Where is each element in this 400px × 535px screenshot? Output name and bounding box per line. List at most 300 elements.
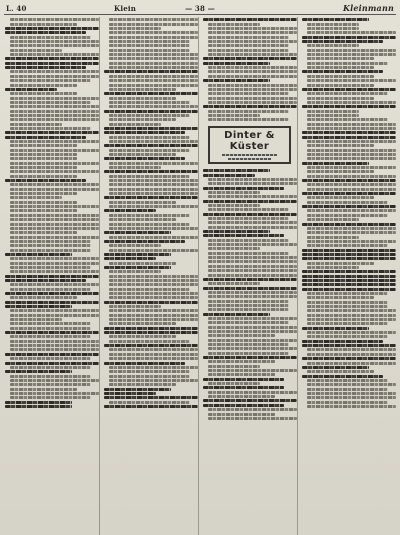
entry-line xyxy=(208,23,260,26)
entry-line xyxy=(10,192,77,195)
entry-line xyxy=(307,318,396,321)
entry-line xyxy=(10,240,91,243)
entry-line xyxy=(208,252,289,255)
entry-line xyxy=(109,153,176,156)
entry-line xyxy=(302,275,396,278)
entry-line xyxy=(10,70,99,73)
entry-line xyxy=(10,344,99,347)
entry-line xyxy=(10,110,99,113)
entry-line xyxy=(203,386,284,389)
entry-line xyxy=(10,340,99,343)
entry-line xyxy=(307,383,396,386)
entry-line xyxy=(208,369,297,372)
entry-line xyxy=(307,166,396,169)
entry-line xyxy=(208,110,289,113)
entry-line xyxy=(10,23,77,26)
entry-line xyxy=(307,53,396,56)
catchword-left: Klein xyxy=(114,3,136,13)
entry-line xyxy=(104,301,198,304)
entry-line xyxy=(307,236,359,239)
entry-line xyxy=(109,140,198,143)
entry-line xyxy=(307,170,374,173)
entry-line xyxy=(10,97,99,100)
entry-line xyxy=(109,236,198,239)
entry-line xyxy=(10,105,99,108)
entry-line xyxy=(307,114,359,117)
entry-line xyxy=(109,105,198,108)
entry-line xyxy=(208,339,297,342)
entry-line xyxy=(10,335,91,338)
entry-line xyxy=(307,101,396,104)
entry-line xyxy=(109,214,190,217)
entry-line xyxy=(307,388,388,391)
entry-line xyxy=(104,127,198,130)
entry-line xyxy=(109,370,190,373)
entry-line xyxy=(208,300,289,303)
entry-line xyxy=(208,191,260,194)
entry-line xyxy=(208,295,297,298)
entry-line xyxy=(10,392,99,395)
entry-line xyxy=(307,335,388,338)
entry-line xyxy=(307,149,396,152)
entry-line xyxy=(203,174,255,177)
directory-columns xyxy=(4,17,396,535)
entry-line xyxy=(302,40,383,43)
entry-line xyxy=(10,283,99,286)
entry-line xyxy=(10,144,77,147)
page-code: L. 40 xyxy=(6,3,27,13)
entry-line xyxy=(10,166,77,169)
entry-line xyxy=(208,114,260,117)
entry-line xyxy=(5,27,99,30)
column-2 xyxy=(103,17,199,535)
entry-line xyxy=(302,279,396,282)
entry-line xyxy=(307,405,396,408)
entry-line xyxy=(109,62,198,65)
entry-line xyxy=(10,309,99,312)
entry-line xyxy=(307,110,359,113)
entry-line xyxy=(302,36,396,39)
entry-line xyxy=(307,231,396,234)
entry-line xyxy=(10,49,62,52)
entry-line xyxy=(109,114,190,117)
entry-line xyxy=(5,292,99,295)
entry-line xyxy=(5,253,72,256)
entry-line xyxy=(307,183,396,186)
entry-line xyxy=(109,283,198,286)
entry-line xyxy=(203,356,297,359)
entry-line xyxy=(208,269,297,272)
entry-line xyxy=(208,308,289,311)
entry-line xyxy=(109,136,190,139)
entry-line xyxy=(307,92,388,95)
entry-line xyxy=(208,413,275,416)
entry-line xyxy=(5,31,86,34)
entry-line xyxy=(203,230,270,233)
entry-line xyxy=(208,84,297,87)
entry-line xyxy=(104,70,198,73)
entry-line xyxy=(307,23,359,26)
entry-line xyxy=(208,40,297,43)
entry-line xyxy=(307,79,396,82)
entry-line xyxy=(307,97,374,100)
entry-line xyxy=(307,44,359,47)
entry-line xyxy=(208,395,275,398)
entry-line xyxy=(208,221,297,224)
entry-line xyxy=(302,357,396,360)
entry-line xyxy=(208,49,289,52)
entry-line xyxy=(10,79,91,82)
entry-line xyxy=(109,36,198,39)
entry-line xyxy=(104,157,185,160)
entry-line xyxy=(109,84,198,87)
entry-line xyxy=(109,309,198,312)
entry-line xyxy=(203,234,284,237)
entry-line xyxy=(109,275,198,278)
entry-line xyxy=(109,366,198,369)
entry-line xyxy=(109,401,190,404)
entry-line xyxy=(109,201,176,204)
page-number: — 38 — xyxy=(185,3,215,13)
entry-line xyxy=(208,360,275,363)
entry-line xyxy=(307,266,359,269)
entry-line xyxy=(208,265,297,268)
entry-line xyxy=(10,270,99,273)
entry-line xyxy=(10,153,77,156)
entry-line xyxy=(109,88,176,91)
entry-line xyxy=(109,118,176,121)
entry-line xyxy=(302,18,369,21)
entry-line xyxy=(109,18,198,21)
entry-line xyxy=(203,62,270,65)
entry-line xyxy=(10,383,91,386)
entry-line xyxy=(302,223,396,226)
entry-line xyxy=(208,256,297,259)
entry-line xyxy=(10,262,99,265)
entry-line xyxy=(109,66,198,69)
entry-line xyxy=(302,105,396,108)
entry-line xyxy=(10,162,99,165)
entry-line xyxy=(203,200,297,203)
entry-line xyxy=(104,396,198,399)
entry-line xyxy=(10,40,99,43)
entry-line xyxy=(10,36,91,39)
entry-line xyxy=(10,75,99,78)
entry-line xyxy=(10,123,62,126)
entry-line xyxy=(10,318,62,321)
entry-line xyxy=(5,401,72,404)
entry-line xyxy=(302,257,396,260)
entry-line xyxy=(208,53,297,56)
entry-line xyxy=(203,287,297,290)
entry-line xyxy=(109,53,198,56)
entry-line xyxy=(302,288,396,291)
entry-line xyxy=(109,383,176,386)
entry-line xyxy=(208,204,260,207)
entry-line xyxy=(307,118,388,121)
entry-line xyxy=(104,388,171,391)
entry-line xyxy=(109,40,190,43)
entry-line xyxy=(10,188,99,191)
entry-line xyxy=(109,375,190,378)
entry-line xyxy=(307,75,374,78)
entry-line xyxy=(10,322,91,325)
entry-line xyxy=(5,136,86,139)
entry-line xyxy=(109,314,198,317)
entry-line xyxy=(302,344,396,347)
entry-line xyxy=(109,322,176,325)
column-1 xyxy=(4,17,100,535)
entry-line xyxy=(307,175,396,178)
entry-line xyxy=(5,301,99,304)
entry-line xyxy=(104,196,198,199)
catchword-right: Kleinmann xyxy=(342,3,394,13)
entry-line xyxy=(208,101,297,104)
entry-line xyxy=(10,18,99,21)
entry-line xyxy=(203,169,270,172)
entry-line xyxy=(104,144,198,147)
entry-line xyxy=(104,131,185,134)
entry-line xyxy=(302,179,396,182)
entry-line xyxy=(109,279,198,282)
entry-line xyxy=(10,44,99,47)
entry-line xyxy=(109,218,176,221)
advertisement-subline xyxy=(228,158,271,160)
entry-line xyxy=(10,170,99,173)
entry-line xyxy=(307,401,388,404)
entry-line xyxy=(10,118,99,121)
entry-line xyxy=(10,53,99,56)
advertisement-subline xyxy=(222,154,277,156)
entry-line xyxy=(109,166,161,169)
entry-line xyxy=(208,182,297,185)
entry-line xyxy=(10,236,99,239)
entry-line xyxy=(10,388,77,391)
entry-line xyxy=(208,282,260,285)
entry-line xyxy=(302,136,396,139)
entry-line xyxy=(302,88,396,91)
entry-line xyxy=(302,283,396,286)
entry-line xyxy=(109,57,198,60)
entry-line xyxy=(10,209,77,212)
entry-line xyxy=(109,262,176,265)
entry-line xyxy=(302,205,396,208)
entry-line xyxy=(302,327,369,330)
entry-line xyxy=(307,322,388,325)
entry-line xyxy=(203,378,284,381)
entry-line xyxy=(10,366,91,369)
entry-line xyxy=(307,353,396,356)
entry-line xyxy=(302,253,396,256)
entry-line xyxy=(10,327,91,330)
entry-line xyxy=(208,75,297,78)
entry-line xyxy=(208,291,297,294)
entry-line xyxy=(104,92,198,95)
entry-line xyxy=(208,36,289,39)
entry-line xyxy=(307,84,374,87)
entry-line xyxy=(109,44,190,47)
entry-line xyxy=(302,131,396,134)
entry-line xyxy=(109,335,176,338)
entry-line xyxy=(307,27,359,30)
entry-line xyxy=(203,213,297,216)
entry-line xyxy=(208,417,297,420)
entry-line xyxy=(208,217,289,220)
entry-line xyxy=(109,270,161,273)
entry-line xyxy=(5,131,99,134)
entry-line xyxy=(104,209,156,212)
entry-line xyxy=(307,127,396,130)
entry-line xyxy=(10,114,99,117)
entry-line xyxy=(5,57,99,60)
entry-line xyxy=(208,382,260,385)
entry-line xyxy=(307,244,388,247)
entry-line xyxy=(307,188,396,191)
entry-line xyxy=(10,127,91,130)
entry-line xyxy=(109,227,198,230)
entry-line xyxy=(109,348,198,351)
entry-line xyxy=(307,153,396,156)
entry-line xyxy=(10,379,99,382)
entry-line xyxy=(208,44,289,47)
entry-line xyxy=(203,79,270,82)
entry-line xyxy=(104,344,198,347)
entry-line xyxy=(208,317,297,320)
entry-line xyxy=(5,305,72,308)
entry-line xyxy=(104,331,198,334)
entry-line xyxy=(5,88,57,91)
entry-line xyxy=(203,105,297,108)
entry-line xyxy=(307,309,396,312)
entry-line xyxy=(307,301,388,304)
entry-line xyxy=(307,314,396,317)
entry-line xyxy=(307,292,388,295)
entry-line xyxy=(109,31,198,34)
entry-line xyxy=(307,227,396,230)
entry-line xyxy=(10,266,91,269)
entry-line xyxy=(109,101,190,104)
entry-line xyxy=(208,365,260,368)
entry-line xyxy=(10,214,99,217)
entry-line xyxy=(10,375,91,378)
entry-line xyxy=(208,347,297,350)
entry-line xyxy=(208,66,297,69)
entry-line xyxy=(307,305,388,308)
entry-line xyxy=(109,149,190,152)
entry-line xyxy=(109,188,198,191)
entry-line xyxy=(104,327,198,330)
entry-line xyxy=(5,66,86,69)
entry-line xyxy=(10,149,99,152)
entry-line xyxy=(203,313,270,316)
entry-line xyxy=(10,205,99,208)
entry-line xyxy=(208,408,297,411)
entry-line xyxy=(109,340,190,343)
entry-line xyxy=(109,27,161,30)
entry-line xyxy=(109,175,190,178)
entry-line xyxy=(10,218,99,221)
entry-line xyxy=(10,101,91,104)
entry-line xyxy=(104,240,185,243)
entry-line xyxy=(208,321,289,324)
entry-line xyxy=(208,304,289,307)
entry-line xyxy=(307,140,396,143)
entry-line xyxy=(208,352,289,355)
entry-line xyxy=(104,362,185,365)
entry-line xyxy=(307,157,396,160)
entry-line xyxy=(10,157,77,160)
entry-line xyxy=(104,170,198,173)
entry-line xyxy=(109,305,161,308)
entry-line xyxy=(10,348,99,351)
advertisement-title: Dinter & Küster xyxy=(224,130,275,153)
entry-line xyxy=(208,243,297,246)
entry-line xyxy=(5,275,99,278)
entry-line xyxy=(208,373,275,376)
entry-line xyxy=(109,75,198,78)
column-3 xyxy=(202,17,298,535)
entry-line xyxy=(5,353,99,356)
entry-line xyxy=(208,334,275,337)
entry-line xyxy=(109,97,176,100)
entry-line xyxy=(5,279,86,282)
entry-line xyxy=(104,405,198,408)
entry-line xyxy=(109,49,190,52)
entry-line xyxy=(302,249,396,252)
entry-line xyxy=(10,396,91,399)
entry-line xyxy=(104,257,156,260)
entry-line xyxy=(203,399,297,402)
entry-line xyxy=(307,262,374,265)
entry-line xyxy=(104,266,171,269)
entry-line xyxy=(10,314,99,317)
entry-line xyxy=(10,92,77,95)
entry-line xyxy=(307,209,396,212)
entry-line xyxy=(307,370,374,373)
entry-line xyxy=(109,244,161,247)
entry-line xyxy=(104,231,171,234)
entry-line xyxy=(307,331,396,334)
entry-line xyxy=(109,353,198,356)
entry-line xyxy=(109,205,198,208)
entry-line xyxy=(5,362,99,365)
entry-line xyxy=(5,331,99,334)
advertisement-box xyxy=(208,126,291,164)
entry-line xyxy=(104,110,198,113)
entry-line xyxy=(109,123,161,126)
entry-line xyxy=(10,140,99,143)
entry-line xyxy=(203,187,284,190)
entry-line xyxy=(307,62,388,65)
entry-line xyxy=(208,226,297,229)
entry-line xyxy=(208,391,297,394)
entry-line xyxy=(307,123,396,126)
entry-line xyxy=(5,405,72,408)
entry-line xyxy=(307,396,396,399)
entry-line xyxy=(104,253,171,256)
entry-line xyxy=(5,179,86,182)
entry-line xyxy=(208,27,297,30)
entry-line xyxy=(302,375,383,378)
entry-line xyxy=(109,249,198,252)
entry-line xyxy=(203,18,297,21)
entry-line xyxy=(302,192,396,195)
entry-line xyxy=(307,144,374,147)
entry-line xyxy=(109,379,198,382)
entry-line xyxy=(109,23,198,26)
entry-line xyxy=(208,97,297,100)
entry-line xyxy=(307,31,396,34)
